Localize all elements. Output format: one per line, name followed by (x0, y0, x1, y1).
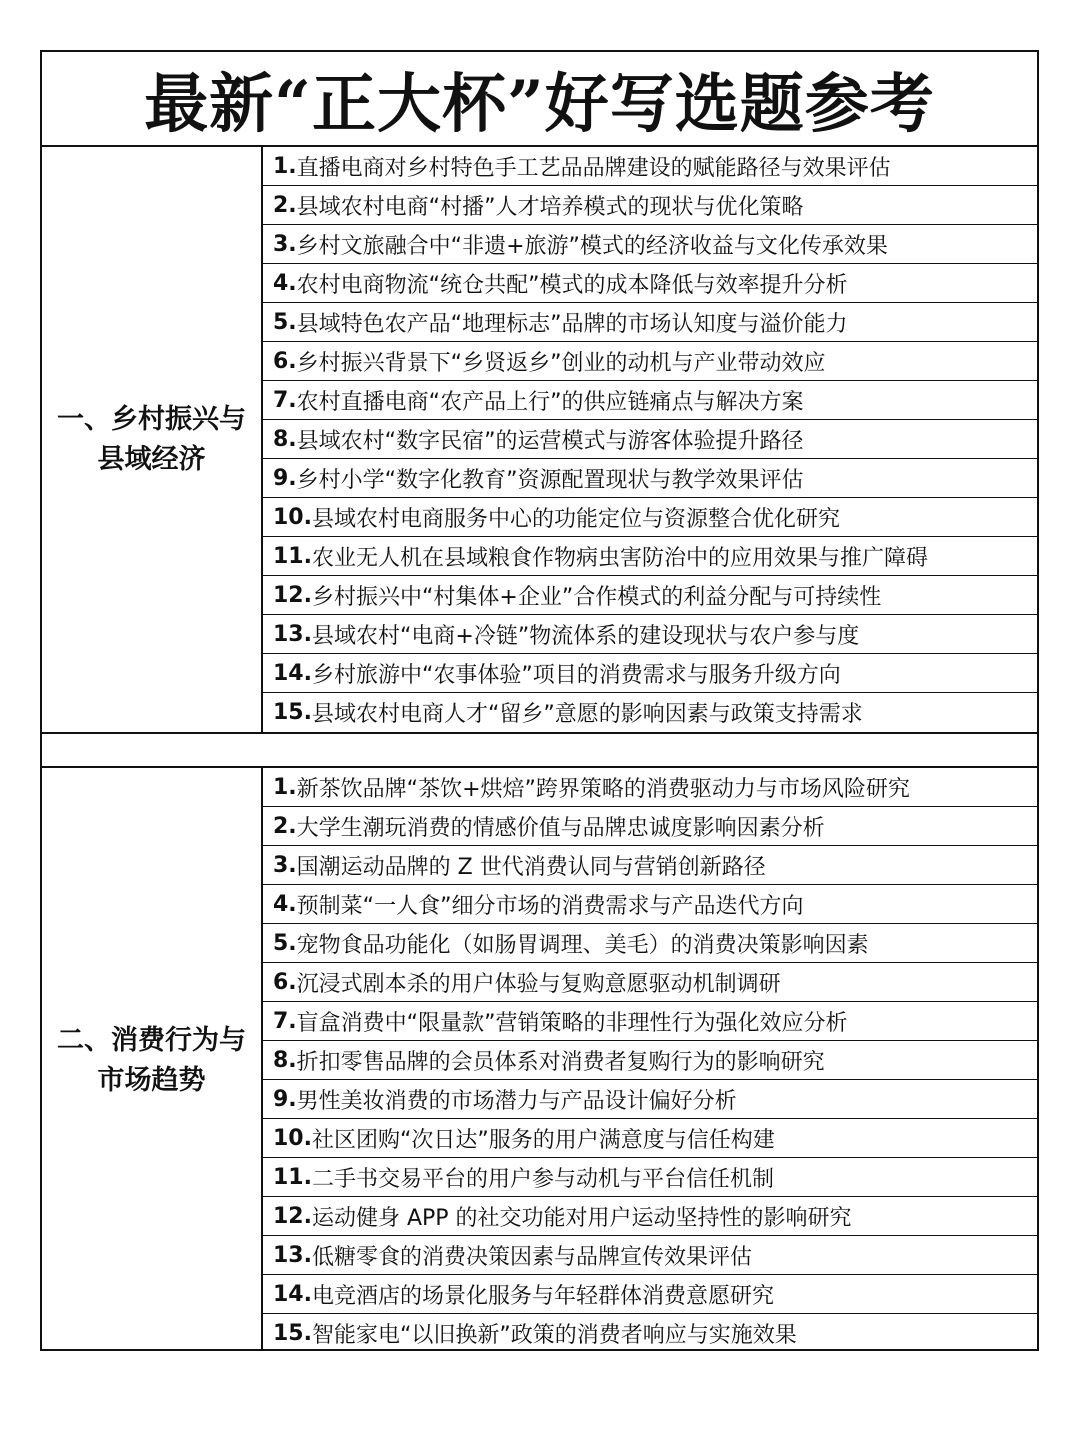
topic-text: 二手书交易平台的用户参与动机与平台信任机制 (311, 1166, 774, 1192)
topic-text: 沉浸式剧本杀的用户体验与复购意愿驱动机制调研 (296, 971, 781, 997)
topic-table (40, 50, 1039, 1351)
topic-row (263, 1041, 1037, 1080)
topic-number: 12. (273, 1203, 312, 1229)
topic-text: 农村电商物流“统仓共配”模式的成本降低与效率提升分析 (296, 272, 848, 298)
topic-text: 县域农村电商服务中心的功能定位与资源整合优化研究 (311, 506, 840, 532)
topic-text: 预制菜“一人食”细分市场的消费需求与产品迭代方向 (296, 893, 804, 919)
topic-row (263, 537, 1037, 576)
category-label: 一、乡村振兴与县域经济 (42, 147, 263, 732)
topic-text: 男性美妆消费的市场潜力与产品设计偏好分析 (296, 1088, 737, 1114)
topic-text: 乡村小学“数字化教育”资源配置现状与教学效果评估 (296, 467, 804, 493)
topic-text: 国潮运动品牌的 Z 世代消费认同与营销创新路径 (296, 854, 766, 880)
topic-number: 12. (273, 582, 312, 608)
topic-row (263, 1197, 1037, 1236)
topic-number: 11. (273, 1164, 312, 1190)
topic-row (263, 186, 1037, 225)
topic-text: 低糖零食的消费决策因素与品牌宣传效果评估 (311, 1244, 752, 1270)
topic-row (263, 963, 1037, 1002)
topic-text: 乡村振兴背景下“乡贤返乡”创业的动机与产业带动效应 (296, 350, 826, 376)
topic-text: 县域农村电商人才“留乡”意愿的影响因素与政策支持需求 (311, 702, 863, 727)
topic-number: 1. (273, 774, 297, 800)
topic-row (263, 1119, 1037, 1158)
topic-number: 14. (273, 1281, 312, 1307)
topic-text: 乡村文旅融合中“非遗+旅游”模式的经济收益与文化传承效果 (296, 233, 888, 259)
topic-row (263, 303, 1037, 342)
topic-row (263, 1158, 1037, 1197)
topic-text: 乡村旅游中“农事体验”项目的消费需求与服务升级方向 (311, 662, 841, 688)
topic-number: 3. (273, 852, 297, 878)
topic-row (263, 1002, 1037, 1041)
topic-text: 盲盒消费中“限量款”营销策略的非理性行为强化效应分析 (296, 1010, 848, 1036)
topic-number: 2. (273, 813, 297, 839)
topic-row (263, 885, 1037, 924)
topic-text: 电竞酒店的场景化服务与年轻群体消费意愿研究 (311, 1283, 774, 1309)
topic-number: 5. (273, 309, 297, 335)
topic-number: 8. (273, 1047, 297, 1073)
topic-number: 15. (273, 1321, 312, 1346)
topic-number: 4. (273, 270, 297, 296)
topic-row (263, 1236, 1037, 1275)
topic-number: 7. (273, 1008, 297, 1034)
topic-text: 智能家电“以旧换新”政策的消费者响应与实施效果 (311, 1323, 797, 1348)
topic-text: 社区团购“次日达”服务的用户满意度与信任构建 (311, 1127, 775, 1153)
topic-text: 新茶饮品牌“茶饮+烘焙”跨界策略的消费驱动力与市场风险研究 (296, 776, 910, 802)
topic-row (263, 381, 1037, 420)
section-consumer-behavior (42, 768, 1037, 1351)
topic-text: 折扣零售品牌的会员体系对消费者复购行为的影响研究 (296, 1049, 825, 1075)
topic-number: 1. (273, 153, 297, 179)
topic-row (263, 420, 1037, 459)
topic-number: 9. (273, 465, 297, 491)
topic-row (263, 654, 1037, 693)
topic-text: 县域特色农产品“地理标志”品牌的市场认知度与溢价能力 (296, 311, 848, 337)
topic-text: 县域农村“数字民宿”的运营模式与游客体验提升路径 (296, 428, 804, 454)
topic-text: 农业无人机在县域粮食作物病虫害防治中的应用效果与推广障碍 (311, 545, 928, 571)
topic-number: 11. (273, 543, 312, 569)
topic-list (263, 768, 1037, 1351)
topic-number: 2. (273, 192, 297, 218)
page-title: 最新“正大杯”好写选题参考 (42, 52, 1037, 147)
topic-row (263, 225, 1037, 264)
topic-number: 6. (273, 348, 297, 374)
topic-row (263, 1314, 1037, 1351)
topic-number: 3. (273, 231, 297, 257)
topic-number: 7. (273, 387, 297, 413)
topic-number: 15. (273, 700, 312, 725)
topic-row (263, 459, 1037, 498)
topic-row (263, 1080, 1037, 1119)
topic-number: 4. (273, 891, 297, 917)
topic-row (263, 768, 1037, 807)
section-divider (42, 734, 1037, 768)
topic-text: 农村直播电商“农产品上行”的供应链痛点与解决方案 (296, 389, 804, 415)
section-rural-revitalization (42, 147, 1037, 734)
topic-row (263, 264, 1037, 303)
topic-number: 9. (273, 1086, 297, 1112)
topic-text: 乡村振兴中“村集体+企业”合作模式的利益分配与可持续性 (311, 584, 882, 610)
topic-text: 县域农村“电商+冷链”物流体系的建设现状与农户参与度 (311, 623, 860, 649)
topic-row (263, 342, 1037, 381)
topic-row (263, 924, 1037, 963)
topic-number: 8. (273, 426, 297, 452)
topic-text: 运动健身 APP 的社交功能对用户运动坚持性的影响研究 (311, 1205, 852, 1231)
topic-number: 10. (273, 1125, 312, 1151)
topic-number: 13. (273, 621, 312, 647)
topic-text: 大学生潮玩消费的情感价值与品牌忠诚度影响因素分析 (296, 815, 825, 841)
topic-row (263, 693, 1037, 732)
topic-number: 14. (273, 660, 312, 686)
topic-row (263, 147, 1037, 186)
topic-number: 10. (273, 504, 312, 530)
topic-row (263, 846, 1037, 885)
topic-row (263, 1275, 1037, 1314)
topic-row (263, 576, 1037, 615)
topic-text: 直播电商对乡村特色手工艺品品牌建设的赋能路径与效果评估 (296, 155, 891, 181)
topic-row (263, 498, 1037, 537)
topic-text: 宠物食品功能化（如肠胃调理、美毛）的消费决策影响因素 (296, 932, 869, 958)
category-label: 二、消费行为与市场趋势 (42, 768, 263, 1351)
topic-number: 6. (273, 969, 297, 995)
topic-row (263, 807, 1037, 846)
topic-row (263, 615, 1037, 654)
topic-list (263, 147, 1037, 732)
topic-text: 县域农村电商“村播”人才培养模式的现状与优化策略 (296, 194, 804, 220)
topic-number: 13. (273, 1242, 312, 1268)
topic-number: 5. (273, 930, 297, 956)
